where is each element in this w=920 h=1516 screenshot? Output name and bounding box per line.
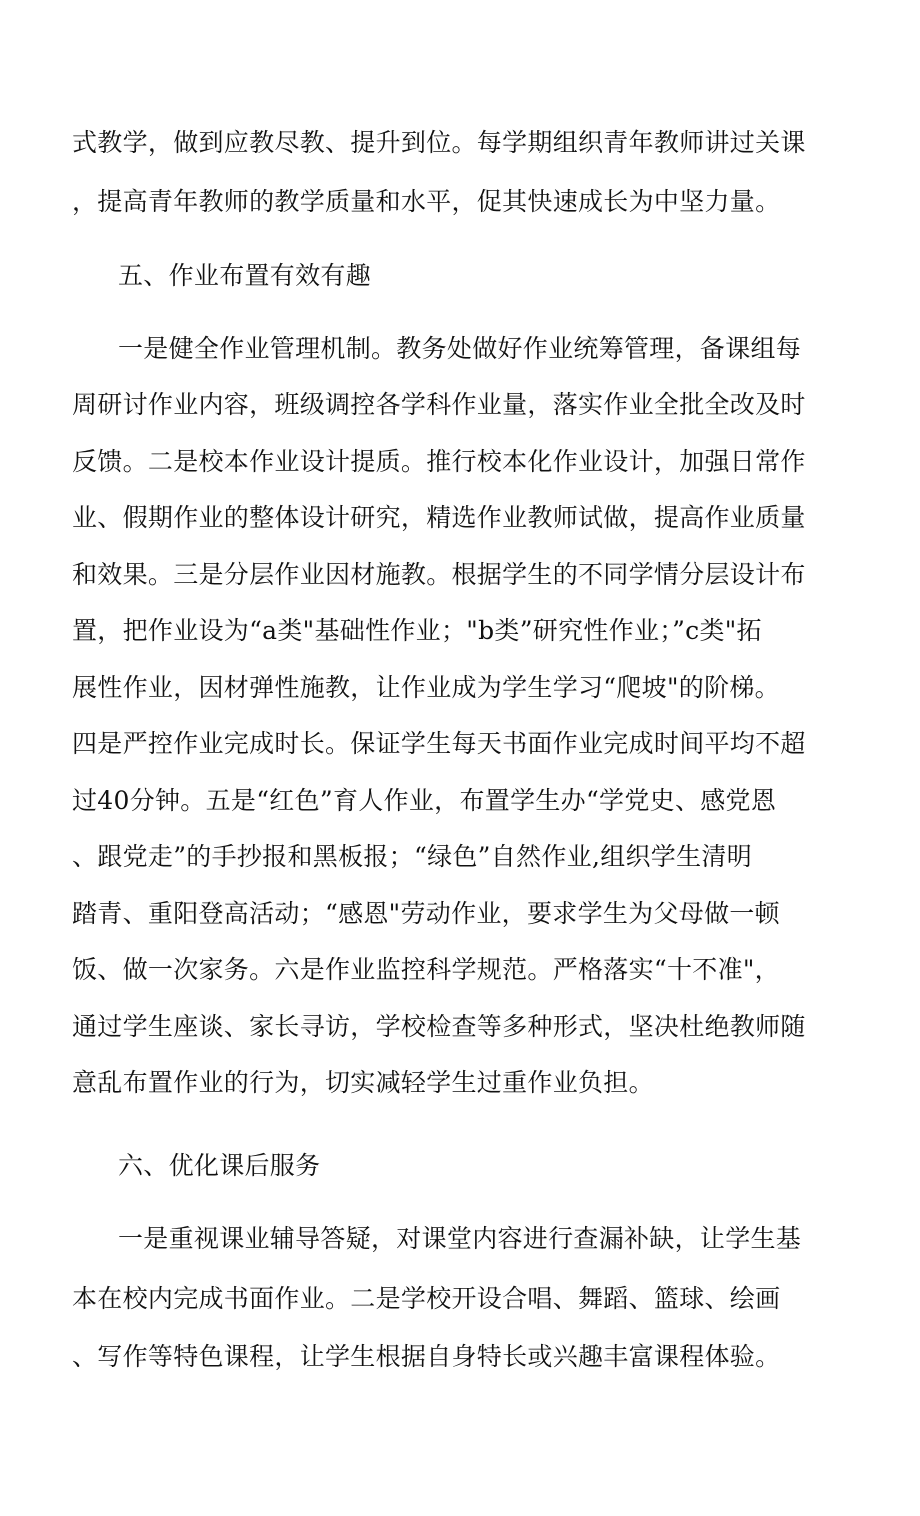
- section-heading-6: 六、优化课后服务: [118, 1151, 321, 1180]
- paragraph-2-line-12: 饭、做一次家务。六是作业监控科学规范。严格落实“十不准"，: [72, 955, 780, 984]
- paragraph-2-line-6: 置，把作业设为“a类"基础性作业；"b类”研究性作业；”c类"拓: [72, 616, 762, 645]
- paragraph-2-line-4: 业、假期作业的整体设计研究，精选作业教师试做，提高作业质量: [72, 503, 806, 532]
- paragraph-2-line-7: 展性作业，因材弹性施教，让作业成为学生学习“爬坡"的阶梯。: [72, 673, 780, 702]
- paragraph-3-line-3: 、写作等特色课程，让学生根据自身特长或兴趣丰富课程体验。: [72, 1342, 781, 1371]
- paragraph-3-line-1: 一是重视课业辅导答疑，对课堂内容进行查漏补缺，让学生基: [118, 1224, 802, 1253]
- paragraph-2-line-11: 踏青、重阳登高活动；“感恩"劳动作业，要求学生为父母做一顿: [72, 899, 780, 928]
- paragraph-1-line-2: ，提高青年教师的教学质量和水平，促其快速成长为中坚力量。: [72, 187, 781, 216]
- paragraph-3-line-2: 本在校内完成书面作业。二是学校开设合唱、舞蹈、篮球、绘画: [72, 1284, 781, 1313]
- paragraph-2-line-14: 意乱布置作业的行为，切实减轻学生过重作业负担。: [72, 1068, 654, 1097]
- paragraph-1-line-1: 式教学，做到应教尽教、提升到位。每学期组织青年教师讲过关课: [72, 128, 806, 157]
- paragraph-2-line-5: 和效果。三是分层作业因材施教。根据学生的不同学情分层设计布: [72, 560, 806, 589]
- paragraph-2-line-8: 四是严控作业完成时长。保证学生每天书面作业完成时间平均不超: [72, 729, 806, 758]
- paragraph-2-line-9: 过40分钟。五是“红色”育人作业，布置学生办“学党史、感党恩: [72, 786, 777, 815]
- paragraph-2-line-13: 通过学生座谈、家长寻访，学校检查等多种形式，坚决杜绝教师随: [72, 1012, 806, 1041]
- paragraph-2-line-3: 反馈。二是校本作业设计提质。推行校本化作业设计，加强日常作: [72, 447, 806, 476]
- paragraph-2-line-2: 周研讨作业内容，班级调控各学科作业量，落实作业全批全改及时: [72, 390, 806, 419]
- paragraph-2-line-1: 一是健全作业管理机制。教务处做好作业统筹管理，备课组每: [118, 334, 802, 363]
- section-heading-5: 五、作业布置有效有趣: [118, 261, 372, 290]
- paragraph-2-line-10: 、跟党走”的手抄报和黑板报；“绿色”自然作业,组织学生清明: [72, 842, 752, 871]
